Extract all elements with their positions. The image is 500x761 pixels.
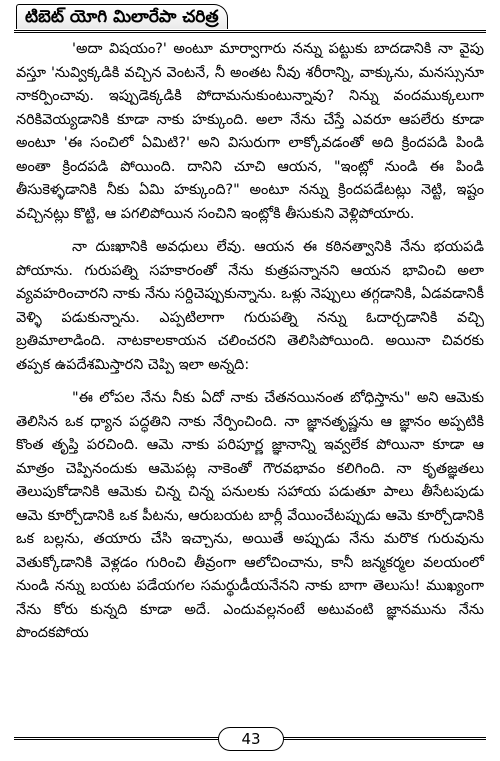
body-text [16,38,484,646]
paragraph: 'అదా విషయం?' అంటూ మార్వాగారు నన్ను పట్టుకు బాదడానికి నా వైపు వస్తూ 'నువ్విక్కడికి వచ్చిన వెంటనే, నీ అంతట నీవు శరీరాన్ని, వాక్కును, మనస్సునూ నాకర్పించావు. ఇప్పుడెక్కడికి పోదామనుకుంటున్నావు? నిన్ను వందముక్కలుగా నరికివెయ్యడానికి కూడా నాకు హక్కుంది. అలా నేను చేస్తే ఎవరూ ఆపలేరు కూడా అంటూ 'ఈ సంచిలో ఏమిటి?' అని విసురుగా లాక్కోవడంతో అది క్రిందపడి పిండి అంతా క్రిందపడి పోయింది. దానిని చూచి ఆయన, "ఇంట్లో నుండి ఈ పిండి తీసుకెళ్ళడానికి నీకు ఏమి హక్కుంది?" అంటూ నన్ను క్రిందపడేటట్లు నెట్టి, ఇష్టం వచ్చినట్లు కొట్టి, ఆ పగలిపోయిన సంచిని ఇంట్లోకి తీసుకుని వెళ్లిపోయారు. [16,41,484,222]
paragraph: నా దుఃఖానికి అవధులు లేవు. ఆయన ఈ కఠినత్వానికి నేను భయపడి పోయాను. గురుపత్ని సహకారంతో నేను కుత్రపన్నానని ఆయన భావించి అలా వ్యవహరించారని నాకు నేను సర్దిచెప్పుకున్నాను. ఒళ్లు నెప్పులు తగ్గడానికి, ఏడవడానికీ వెళ్ళి పడుకున్నాను. ఎప్పటిలాగా గురుపత్ని నన్ను ఓదార్చడానికి వచ్చి బ్రతిమాలాడింది. నాటకాలకాయన చలించరని తెలిసిపోయింది. అయినా చివరకు తప్పక ఉపదేశమిస్తారని చెప్పి ఇలా అన్నది: [16,239,484,373]
running-header [14,4,486,33]
book-title: టిబెట్ యోగి మిలారేపా చరిత్ర [16,4,228,29]
page-footer [14,727,486,751]
paragraph: "ఈ లోపల నేను నీకు ఏదో నాకు చేతనయినంత బోధిస్తాను" అని ఆమెకు తెలిసిన ఒక ధ్యాన పద్ధతిని నాకు నేర్పించింది. నా జ్ఞానతృష్ణను ఆ జ్ఞానం అప్పటికి కొంత తృప్తి పరచింది. ఆమె నాకు పరిపూర్ణ జ్ఞానాన్ని ఇవ్వలేక పోయినా కూడా ఆ మాత్రం చెప్పినందుకు ఆమెపట్ల నాకెంతో గౌరవభావం కలిగింది. నా కృతజ్ఞతలు తెలుపుకోడానికి ఆమెకు చిన్న చిన్న పనులకు సహాయ పడుతూ పాలు తీసేటపుడు ఆమె కూర్చోడానికి ఒక పీటను, ఆరుబయట బార్లీ వేయించేటప్పుడు ఆమె కూర్చోడానికి ఒక బల్లను, తయారు చేసి ఇచ్చాను, అయితే అప్పుడు నేను మరొక గురువును వెతుక్కోడానికి వెళ్లడం గురించి తీవ్రంగా ఆలోచించాను, కానీ జన్మకర్మల వలయంలో నుండి నన్ను బయట పడేయగల సమర్థుడీయనేనని నాకు బాగా తెలుసు! ముఖ్యంగా నేను కోరు కున్నది కూడా అదే. ఎందువల్లనంటే అటువంటి జ్ఞానమును నేను పొందకపోయ [16,390,484,641]
page-number: 43 [218,727,284,751]
